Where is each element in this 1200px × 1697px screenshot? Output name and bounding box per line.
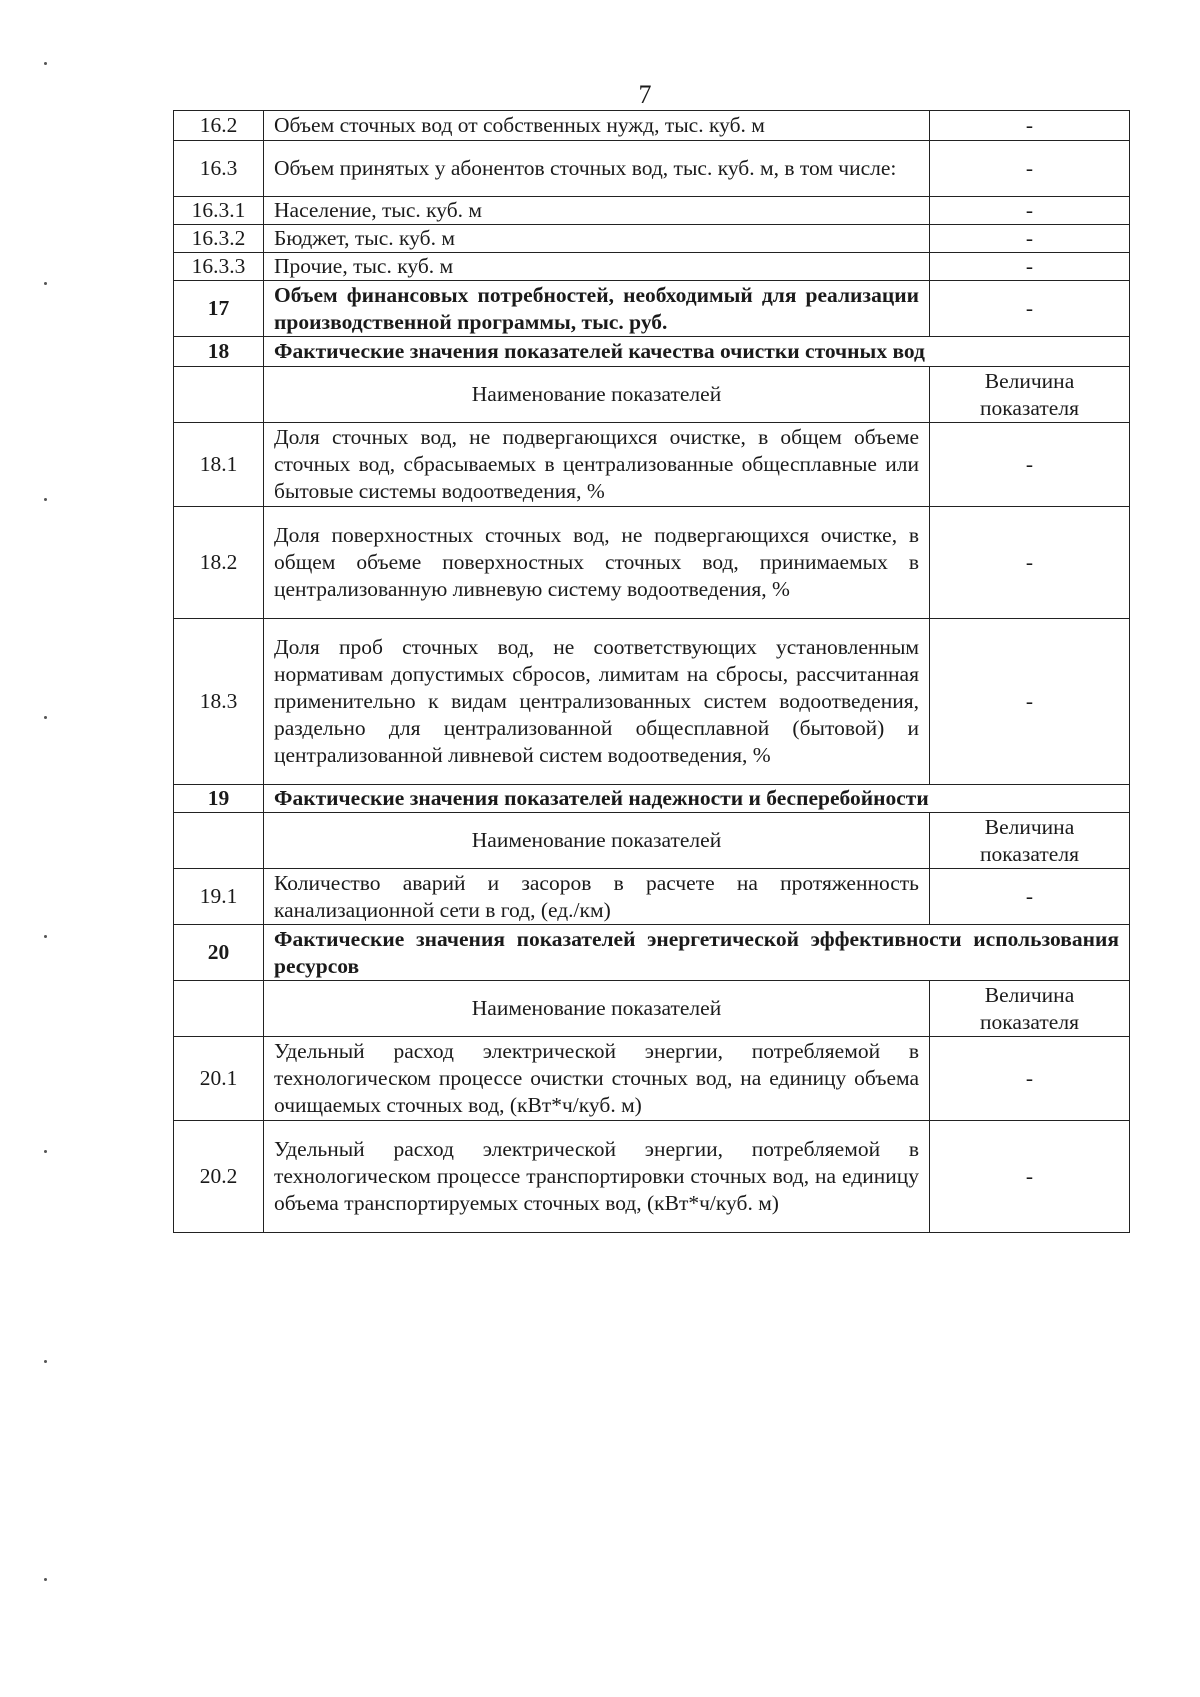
subheader-row-19 xyxy=(174,813,1130,869)
row-number: 17 xyxy=(174,281,264,337)
indicator-name: Доля проб сточных вод, не соответствующих установленным нормативам допустимых сбросов, лимитам на сбросы, рассчитанная применительно к видам централизованных систем водоотведения, раздельно для централизованной общесплавной (бытовой) и централизованной ливневой систем водоотведения, % xyxy=(264,619,930,785)
scan-dot xyxy=(44,1150,47,1153)
scan-dot xyxy=(44,935,47,938)
indicator-name: Доля поверхностных сточных вод, не подвергающихся очистке, в общем объеме поверхностных сточных вод, принимаемых в централизованную ливневую систему водоотведения, % xyxy=(264,507,930,619)
scan-dot xyxy=(44,1360,47,1363)
indicator-name: Объем принятых у абонентов сточных вод, тыс. куб. м, в том числе: xyxy=(264,141,930,197)
empty-cell xyxy=(174,367,264,423)
indicator-value: - xyxy=(930,253,1130,281)
indicator-value: - xyxy=(930,423,1130,507)
section-title: Фактические значения показателей надежности и бесперебойности xyxy=(264,785,1130,813)
table-row-18-2 xyxy=(174,507,1130,619)
row-number: 16.3.2 xyxy=(174,225,264,253)
section-number: 19 xyxy=(174,785,264,813)
indicator-name: Удельный расход электрической энергии, потребляемой в технологическом процессе очистки сточных вод, на единицу объема очищаемых сточных вод, (кВт*ч/куб. м) xyxy=(264,1037,930,1121)
scan-dot xyxy=(44,1578,47,1581)
indicator-name: Объем финансовых потребностей, необходимый для реализации производственной программы, тыс. руб. xyxy=(264,281,930,337)
header-value: Величина показателя xyxy=(930,981,1130,1037)
section-row-19 xyxy=(174,785,1130,813)
indicator-value: - xyxy=(930,619,1130,785)
table-row-20-1 xyxy=(174,1037,1130,1121)
indicator-value: - xyxy=(930,197,1130,225)
page-number: 7 xyxy=(638,80,652,109)
section-number: 18 xyxy=(174,337,264,367)
indicators-table xyxy=(173,110,1130,1233)
row-number: 19.1 xyxy=(174,869,264,925)
table-row-19-1 xyxy=(174,869,1130,925)
scan-dot xyxy=(44,716,47,719)
scan-dot xyxy=(44,282,47,285)
subheader-row-20 xyxy=(174,981,1130,1037)
indicator-name: Прочие, тыс. куб. м xyxy=(264,253,930,281)
table-row-20-2 xyxy=(174,1121,1130,1233)
indicator-value: - xyxy=(930,281,1130,337)
section-row-20 xyxy=(174,925,1130,981)
indicator-value: - xyxy=(930,869,1130,925)
empty-cell xyxy=(174,813,264,869)
table-row-18-1 xyxy=(174,423,1130,507)
row-number: 18.2 xyxy=(174,507,264,619)
table-row-18-3 xyxy=(174,619,1130,785)
subheader-row-18 xyxy=(174,367,1130,423)
indicator-value: - xyxy=(930,1037,1130,1121)
scan-dot xyxy=(44,62,47,65)
section-row-18 xyxy=(174,337,1130,367)
header-name: Наименование показателей xyxy=(264,813,930,869)
header-name: Наименование показателей xyxy=(264,367,930,423)
row-number: 18.3 xyxy=(174,619,264,785)
row-number: 16.3.1 xyxy=(174,197,264,225)
scan-dot xyxy=(44,498,47,501)
row-number: 16.3 xyxy=(174,141,264,197)
empty-cell xyxy=(174,981,264,1037)
section-title: Фактические значения показателей качества очистки сточных вод xyxy=(264,337,1130,367)
indicator-name: Количество аварий и засоров в расчете на протяженность канализационной сети в год, (ед./км) xyxy=(264,869,930,925)
indicator-value: - xyxy=(930,507,1130,619)
indicator-name: Удельный расход электрической энергии, потребляемой в технологическом процессе транспортировки сточных вод, на единицу объема транспортируемых сточных вод, (кВт*ч/куб. м) xyxy=(264,1121,930,1233)
row-number: 20.1 xyxy=(174,1037,264,1121)
table-row-16-3-1 xyxy=(174,197,1130,225)
section-title: Фактические значения показателей энергетической эффективности использования ресурсов xyxy=(264,925,1130,981)
table-row-16-3-2 xyxy=(174,225,1130,253)
row-number: 16.2 xyxy=(174,111,264,141)
table-row-17 xyxy=(174,281,1130,337)
header-value: Величина показателя xyxy=(930,813,1130,869)
indicator-name: Объем сточных вод от собственных нужд, тыс. куб. м xyxy=(264,111,930,141)
indicator-value: - xyxy=(930,1121,1130,1233)
indicator-value: - xyxy=(930,141,1130,197)
header-name: Наименование показателей xyxy=(264,981,930,1037)
row-number: 18.1 xyxy=(174,423,264,507)
section-number: 20 xyxy=(174,925,264,981)
table-row-16-3 xyxy=(174,141,1130,197)
indicator-value: - xyxy=(930,111,1130,141)
row-number: 16.3.3 xyxy=(174,253,264,281)
row-number: 20.2 xyxy=(174,1121,264,1233)
table-row-16-3-3 xyxy=(174,253,1130,281)
indicator-value: - xyxy=(930,225,1130,253)
table-row-16-2 xyxy=(174,111,1130,141)
indicator-name: Доля сточных вод, не подвергающихся очистке, в общем объеме сточных вод, сбрасываемых в централизованные общесплавные или бытовые системы водоотведения, % xyxy=(264,423,930,507)
indicator-name: Население, тыс. куб. м xyxy=(264,197,930,225)
header-value: Величина показателя xyxy=(930,367,1130,423)
indicator-name: Бюджет, тыс. куб. м xyxy=(264,225,930,253)
